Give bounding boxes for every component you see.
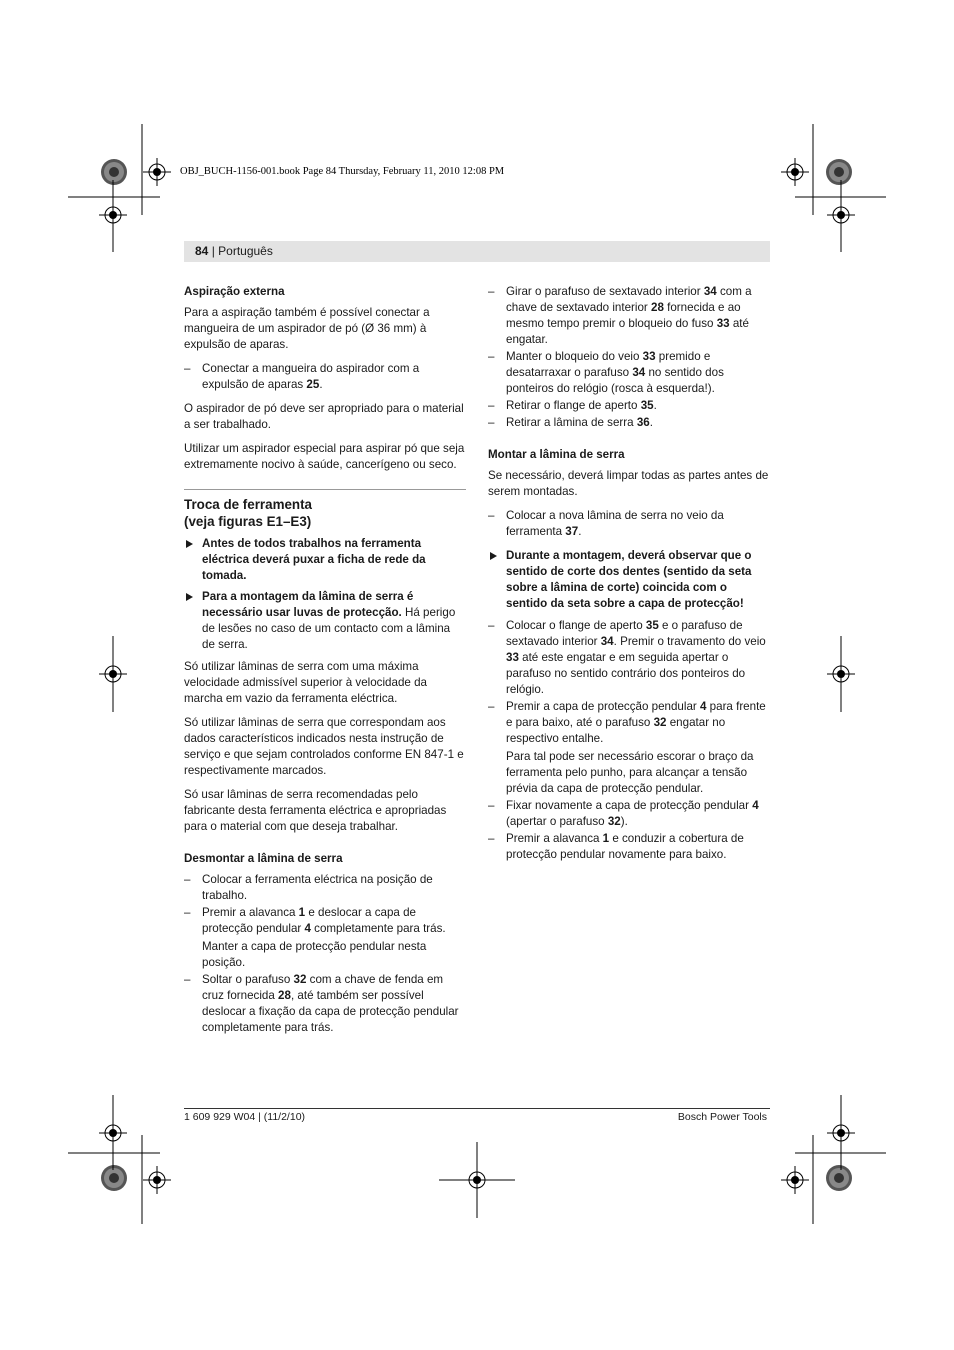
paragraph: Só utilizar lâminas de serra que correspondam aos dados característicos indicados nesta instrução de serviço e que sejam controlados conforme EN 847-1 e respectivamente marcados. [184,716,464,777]
list-item: – Colocar a nova lâmina de serra no veio da ferramenta 37. [488,508,770,540]
footer-doc-number: 1 609 929 W04 | (11/2/10) [184,1111,306,1123]
paragraph: O aspirador de pó deve ser apropriado para o material a ser trabalhado. [184,402,464,431]
right-column [488,284,770,871]
list-item: – Girar o parafuso de sextavado interior 34 com a chave de sextavado interior 28 fornecida e ao mesmo tempo premir o bloqueio do fuso 33 até engatar. [488,284,770,348]
header-language: Português [218,244,273,258]
section-troca [184,489,466,835]
paragraph: Utilizar um aspirador especial para aspirar pó que seja extremamente nocivo à saúde, cancerígeno ou seco. [184,442,465,471]
footer-brand: Bosch Power Tools [677,1111,767,1123]
paragraph: Se necessário, deverá limpar todas as partes antes de serem montadas. [488,469,769,498]
list-item: – Premir a alavanca 1 e deslocar a capa de protecção pendular 4 completamente para trás. Manter a capa de protecção pendular nesta posição. [184,905,466,971]
warning-item: Durante a montagem, deverá observar que o sentido de corte dos dentes (sentido da seta sobre a lâmina de corte) coincida com o sentido da seta sobre a capa de protecção! [488,548,770,612]
page-header-band [184,241,770,262]
page-number: 84 [195,244,209,258]
section-title-desmontar: Desmontar a lâmina de serra [184,852,343,865]
warning-item: Antes de todos trabalhos na ferramenta eléctrica deverá puxar a ficha de rede da tomada. [184,536,466,584]
left-column [184,284,466,1044]
dash-list [488,508,770,540]
list-item: – Colocar a ferramenta eléctrica na posição de trabalho. [184,872,466,904]
list-item: – Premir a alavanca 1 e conduzir a cobertura de protecção pendular novamente para baixo. [488,831,770,863]
dash-list [184,872,466,1036]
print-header: OBJ_BUCH-1156-001.book Page 84 Thursday, February 11, 2010 12:08 PM [180,166,505,177]
section-title-aspiracao: Aspiração externa [184,285,285,298]
header-separator: | [208,244,219,258]
dash-list [488,618,770,863]
dash-list [488,284,770,431]
section-montar [488,447,770,863]
paragraph: Só utilizar lâminas de serra com uma máxima velocidade admissível superior à velocidade da marcha em vazio da ferramenta eléctrica. [184,660,427,705]
list-item: – Soltar o parafuso 32 com a chave de fenda em cruz fornecida 28, até também ser possível deslocar a fixação da capa de protecção pendular completamente para trás. [184,972,466,1036]
warning-list [488,548,770,612]
list-item: – Retirar a lâmina de serra 36. [488,415,770,431]
list-item: – Premir a capa de protecção pendular 4 para frente e para baixo, até o parafuso 32 engatar no respectivo entalhe. Para tal pode ser necessário escorar o braço da ferramenta pelo punho, para alcançar a tensão prévia da capa de protecção pendular. [488,699,770,797]
list-item: – Fixar novamente a capa de protecção pendular 4 (apertar o parafuso 32). [488,798,770,830]
list-item: – Retirar o flange de aperto 35. [488,398,770,414]
warning-list [184,536,466,653]
list-item: – Manter o bloqueio do veio 33 premido e desatarraxar o parafuso 34 no sentido dos ponteiros do relógio (rosca à esquerda!). [488,349,770,397]
paragraph: Para a aspiração também é possível conectar a mangueira de um aspirador de pó (Ø 36 mm) à expulsão de aparas. [184,306,430,351]
section-desmontar [184,851,466,1036]
section-title-troca: Troca de ferramenta (veja figuras E1–E3) [184,489,466,530]
list-item: – Colocar o flange de aperto 35 e o parafuso de sextavado interior 34. Premir o travamento do veio 33 até este engatar e em seguida apertar o parafuso no sentido contrário dos ponteiros do relógio. [488,618,770,698]
warning-item: Para a montagem da lâmina de serra é necessário usar luvas de protecção. Há perigo de lesões no caso de um contacto com a lâmina de serra. [184,589,466,653]
dash-list [184,361,466,393]
list-item: – Conectar a mangueira do aspirador com a expulsão de aparas 25. [184,361,466,393]
page-footer [184,1108,770,1123]
section-title-montar: Montar a lâmina de serra [488,448,625,461]
paragraph: Só usar lâminas de serra recomendadas pelo fabricante desta ferramenta eléctrica e apropriadas para o material com que deseja trabalhar. [184,788,447,833]
